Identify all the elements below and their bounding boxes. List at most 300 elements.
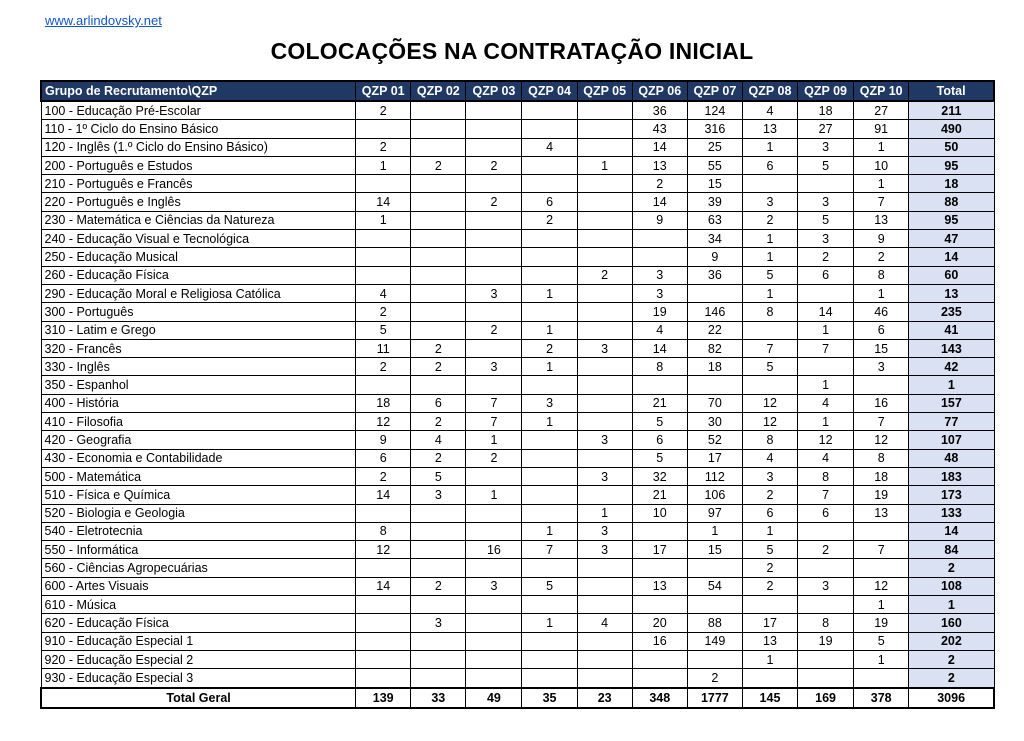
qzp-cell: 7: [742, 339, 797, 357]
group-cell: 620 - Educação Física: [41, 614, 356, 632]
qzp-cell: [687, 650, 742, 668]
table-row: [41, 541, 994, 559]
qzp-cell: 7: [798, 486, 854, 504]
column-header-qzp01: QZP 01: [356, 81, 411, 101]
column-header-group: Grupo de Recrutamento\QZP: [41, 81, 356, 101]
qzp-cell: [466, 175, 522, 193]
table-row: [41, 193, 994, 211]
qzp-cell: 3: [742, 467, 797, 485]
qzp-cell: 19: [854, 614, 909, 632]
qzp-cell: [522, 504, 577, 522]
qzp-cell: [466, 339, 522, 357]
qzp-cell: [632, 596, 687, 614]
qzp-cell: [522, 596, 577, 614]
qzp-cell: [522, 559, 577, 577]
qzp-cell: [356, 504, 411, 522]
qzp-cell: 1: [854, 175, 909, 193]
qzp-cell: 52: [687, 431, 742, 449]
qzp-cell: 5: [522, 577, 577, 595]
qzp-cell: [687, 559, 742, 577]
qzp-cell: 19: [854, 486, 909, 504]
qzp-cell: 9: [687, 248, 742, 266]
qzp-cell: 8: [798, 467, 854, 485]
qzp-cell: 3: [742, 193, 797, 211]
table-row: [41, 138, 994, 156]
qzp-cell: 4: [742, 101, 797, 120]
qzp-cell: [356, 120, 411, 138]
qzp-cell: 88: [687, 614, 742, 632]
qzp-cell: 1: [742, 284, 797, 302]
qzp-cell: [411, 284, 466, 302]
qzp-cell: [854, 559, 909, 577]
qzp-cell: [411, 248, 466, 266]
group-cell: 210 - Português e Francês: [41, 175, 356, 193]
qzp-cell: 1: [798, 376, 854, 394]
qzp-cell: 6: [522, 193, 577, 211]
qzp-cell: 3: [577, 522, 632, 540]
qzp-cell: [411, 596, 466, 614]
qzp-cell: 12: [742, 413, 797, 431]
qzp-cell: [411, 266, 466, 284]
site-link[interactable]: www.arlindovsky.net: [45, 13, 162, 28]
qzp-cell: [466, 522, 522, 540]
qzp-cell: 17: [742, 614, 797, 632]
table-row: [41, 632, 994, 650]
row-total-cell: 183: [909, 467, 994, 485]
total-cell: 139: [356, 688, 411, 708]
qzp-cell: 5: [798, 211, 854, 229]
qzp-cell: 19: [632, 303, 687, 321]
qzp-cell: 6: [742, 504, 797, 522]
qzp-cell: [687, 596, 742, 614]
row-total-cell: 202: [909, 632, 994, 650]
qzp-cell: 10: [854, 156, 909, 174]
qzp-cell: [522, 175, 577, 193]
qzp-cell: 15: [687, 175, 742, 193]
total-label: Total Geral: [41, 688, 356, 708]
qzp-cell: [466, 120, 522, 138]
group-cell: 230 - Matemática e Ciências da Natureza: [41, 211, 356, 229]
qzp-cell: 7: [466, 394, 522, 412]
qzp-cell: [798, 175, 854, 193]
placements-table: [40, 80, 995, 709]
qzp-cell: [411, 120, 466, 138]
group-cell: 910 - Educação Especial 1: [41, 632, 356, 650]
qzp-cell: 17: [687, 449, 742, 467]
qzp-cell: 3: [577, 541, 632, 559]
qzp-cell: 8: [854, 449, 909, 467]
qzp-cell: [466, 211, 522, 229]
qzp-cell: [522, 431, 577, 449]
row-total-cell: 14: [909, 248, 994, 266]
qzp-cell: [411, 632, 466, 650]
qzp-cell: 13: [632, 156, 687, 174]
qzp-cell: 4: [742, 449, 797, 467]
grand-total-cell: 3096: [909, 688, 994, 708]
qzp-cell: [577, 321, 632, 339]
qzp-cell: 7: [466, 413, 522, 431]
qzp-cell: 4: [632, 321, 687, 339]
qzp-cell: [522, 230, 577, 248]
qzp-cell: [466, 596, 522, 614]
qzp-cell: 8: [632, 358, 687, 376]
qzp-cell: 3: [466, 358, 522, 376]
qzp-cell: [356, 230, 411, 248]
qzp-cell: [411, 650, 466, 668]
qzp-cell: 1: [798, 413, 854, 431]
qzp-cell: 8: [742, 431, 797, 449]
table-row: [41, 339, 994, 357]
table-row: [41, 284, 994, 302]
group-cell: 100 - Educação Pré-Escolar: [41, 101, 356, 120]
qzp-cell: 1: [577, 504, 632, 522]
qzp-cell: [632, 376, 687, 394]
qzp-cell: 25: [687, 138, 742, 156]
qzp-cell: [522, 632, 577, 650]
qzp-cell: [798, 358, 854, 376]
table-row: [41, 431, 994, 449]
column-header-qzp04: QZP 04: [522, 81, 577, 101]
qzp-cell: [356, 175, 411, 193]
qzp-cell: [577, 284, 632, 302]
qzp-cell: 5: [632, 413, 687, 431]
qzp-cell: [356, 614, 411, 632]
qzp-cell: 43: [632, 120, 687, 138]
qzp-cell: 1: [577, 156, 632, 174]
qzp-cell: 3: [411, 486, 466, 504]
qzp-cell: 46: [854, 303, 909, 321]
qzp-cell: [411, 101, 466, 120]
group-cell: 550 - Informática: [41, 541, 356, 559]
qzp-cell: 21: [632, 394, 687, 412]
qzp-cell: [798, 650, 854, 668]
qzp-cell: 3: [522, 394, 577, 412]
qzp-cell: 32: [632, 467, 687, 485]
qzp-cell: 3: [632, 284, 687, 302]
qzp-cell: [411, 376, 466, 394]
row-total-cell: 60: [909, 266, 994, 284]
qzp-cell: 5: [742, 358, 797, 376]
table-row: [41, 230, 994, 248]
qzp-cell: [522, 156, 577, 174]
qzp-cell: 2: [411, 339, 466, 357]
row-total-cell: 2: [909, 559, 994, 577]
table-row: [41, 321, 994, 339]
qzp-cell: 2: [466, 321, 522, 339]
qzp-cell: 2: [411, 449, 466, 467]
qzp-cell: [522, 248, 577, 266]
qzp-cell: 6: [798, 504, 854, 522]
qzp-cell: 1: [522, 358, 577, 376]
row-total-cell: 48: [909, 449, 994, 467]
table-row: [41, 101, 994, 120]
qzp-cell: 124: [687, 101, 742, 120]
total-cell: 1777: [687, 688, 742, 708]
qzp-cell: [632, 650, 687, 668]
total-row: [41, 688, 994, 708]
qzp-cell: [632, 669, 687, 688]
qzp-cell: 6: [356, 449, 411, 467]
qzp-cell: 3: [798, 577, 854, 595]
qzp-cell: 14: [356, 577, 411, 595]
group-cell: 310 - Latim e Grego: [41, 321, 356, 339]
row-total-cell: 1: [909, 376, 994, 394]
qzp-cell: [687, 284, 742, 302]
qzp-cell: 18: [687, 358, 742, 376]
qzp-cell: 7: [798, 339, 854, 357]
qzp-cell: [854, 522, 909, 540]
qzp-cell: 4: [798, 394, 854, 412]
qzp-cell: [522, 486, 577, 504]
table-row: [41, 156, 994, 174]
qzp-cell: [356, 266, 411, 284]
qzp-cell: [356, 596, 411, 614]
qzp-cell: 2: [522, 339, 577, 357]
qzp-cell: [632, 230, 687, 248]
qzp-cell: 7: [522, 541, 577, 559]
qzp-cell: 2: [577, 266, 632, 284]
qzp-cell: [411, 138, 466, 156]
table-row: [41, 175, 994, 193]
qzp-cell: 7: [854, 193, 909, 211]
qzp-cell: [411, 541, 466, 559]
group-cell: 320 - Francês: [41, 339, 356, 357]
row-total-cell: 77: [909, 413, 994, 431]
qzp-cell: 2: [466, 193, 522, 211]
qzp-cell: 1: [356, 211, 411, 229]
qzp-cell: 316: [687, 120, 742, 138]
qzp-cell: [522, 376, 577, 394]
qzp-cell: 7: [854, 541, 909, 559]
qzp-cell: 14: [632, 339, 687, 357]
total-cell: 33: [411, 688, 466, 708]
qzp-cell: 3: [411, 614, 466, 632]
qzp-cell: 11: [356, 339, 411, 357]
group-cell: 920 - Educação Especial 2: [41, 650, 356, 668]
qzp-cell: 2: [798, 541, 854, 559]
qzp-cell: [577, 303, 632, 321]
qzp-cell: 8: [854, 266, 909, 284]
qzp-cell: [632, 559, 687, 577]
qzp-cell: 4: [522, 138, 577, 156]
group-cell: 930 - Educação Especial 3: [41, 669, 356, 688]
qzp-cell: 1: [742, 248, 797, 266]
table-row: [41, 120, 994, 138]
qzp-cell: [798, 669, 854, 688]
qzp-cell: 12: [742, 394, 797, 412]
qzp-cell: [742, 175, 797, 193]
column-header-qzp09: QZP 09: [798, 81, 854, 101]
column-header-qzp05: QZP 05: [577, 81, 632, 101]
qzp-cell: 2: [522, 211, 577, 229]
qzp-cell: 1: [522, 522, 577, 540]
qzp-cell: 2: [356, 303, 411, 321]
qzp-cell: 18: [798, 101, 854, 120]
qzp-cell: 6: [854, 321, 909, 339]
group-cell: 520 - Biologia e Geologia: [41, 504, 356, 522]
qzp-cell: [854, 669, 909, 688]
qzp-cell: 8: [798, 614, 854, 632]
qzp-cell: [577, 248, 632, 266]
group-cell: 350 - Espanhol: [41, 376, 356, 394]
header-row: [41, 81, 994, 101]
qzp-cell: 3: [798, 138, 854, 156]
qzp-cell: 2: [742, 211, 797, 229]
page-title: COLOCAÇÕES NA CONTRATAÇÃO INICIAL: [270, 38, 754, 64]
column-header-qzp02: QZP 02: [411, 81, 466, 101]
qzp-cell: [577, 211, 632, 229]
qzp-cell: 8: [742, 303, 797, 321]
qzp-cell: 2: [356, 467, 411, 485]
qzp-cell: [577, 596, 632, 614]
qzp-cell: [798, 596, 854, 614]
total-cell: 169: [798, 688, 854, 708]
column-header-qzp06: QZP 06: [632, 81, 687, 101]
table-row: [41, 504, 994, 522]
qzp-cell: 1: [854, 138, 909, 156]
qzp-cell: 1: [466, 431, 522, 449]
qzp-cell: [632, 248, 687, 266]
qzp-cell: 4: [356, 284, 411, 302]
qzp-cell: 3: [632, 266, 687, 284]
total-cell: 35: [522, 688, 577, 708]
row-total-cell: 47: [909, 230, 994, 248]
qzp-cell: 17: [632, 541, 687, 559]
qzp-cell: 1: [356, 156, 411, 174]
qzp-cell: 16: [854, 394, 909, 412]
table-row: [41, 413, 994, 431]
qzp-cell: 21: [632, 486, 687, 504]
qzp-cell: 2: [466, 156, 522, 174]
row-total-cell: 133: [909, 504, 994, 522]
qzp-cell: 4: [577, 614, 632, 632]
group-cell: 400 - História: [41, 394, 356, 412]
table-row: [41, 358, 994, 376]
qzp-cell: 1: [742, 138, 797, 156]
table-row: [41, 559, 994, 577]
qzp-cell: [411, 559, 466, 577]
qzp-cell: 12: [356, 413, 411, 431]
qzp-cell: 2: [742, 559, 797, 577]
group-cell: 330 - Inglês: [41, 358, 356, 376]
group-cell: 200 - Português e Estudos: [41, 156, 356, 174]
qzp-cell: 27: [798, 120, 854, 138]
row-total-cell: 160: [909, 614, 994, 632]
qzp-cell: [577, 230, 632, 248]
qzp-cell: 4: [411, 431, 466, 449]
group-cell: 110 - 1º Ciclo do Ensino Básico: [41, 120, 356, 138]
qzp-cell: 22: [687, 321, 742, 339]
column-header-qzp07: QZP 07: [687, 81, 742, 101]
qzp-cell: 5: [854, 632, 909, 650]
row-total-cell: 157: [909, 394, 994, 412]
group-cell: 220 - Português e Inglês: [41, 193, 356, 211]
qzp-cell: [466, 614, 522, 632]
row-total-cell: 2: [909, 669, 994, 688]
qzp-cell: 70: [687, 394, 742, 412]
qzp-cell: 13: [854, 211, 909, 229]
qzp-cell: 3: [577, 431, 632, 449]
table-row: [41, 650, 994, 668]
qzp-cell: 16: [632, 632, 687, 650]
qzp-cell: [466, 138, 522, 156]
qzp-cell: 16: [466, 541, 522, 559]
row-total-cell: 88: [909, 193, 994, 211]
qzp-cell: 5: [356, 321, 411, 339]
table-row: [41, 248, 994, 266]
group-cell: 430 - Economia e Contabilidade: [41, 449, 356, 467]
row-total-cell: 143: [909, 339, 994, 357]
qzp-cell: 1: [742, 230, 797, 248]
qzp-cell: [577, 559, 632, 577]
qzp-cell: 2: [632, 175, 687, 193]
qzp-cell: 6: [411, 394, 466, 412]
qzp-cell: [577, 120, 632, 138]
qzp-cell: [854, 376, 909, 394]
qzp-cell: 3: [798, 193, 854, 211]
qzp-cell: [411, 303, 466, 321]
qzp-cell: 12: [356, 541, 411, 559]
qzp-cell: 2: [466, 449, 522, 467]
qzp-cell: 6: [632, 431, 687, 449]
qzp-cell: 149: [687, 632, 742, 650]
qzp-cell: [356, 248, 411, 266]
group-cell: 300 - Português: [41, 303, 356, 321]
row-total-cell: 173: [909, 486, 994, 504]
qzp-cell: 13: [854, 504, 909, 522]
group-cell: 290 - Educação Moral e Religiosa Católica: [41, 284, 356, 302]
group-cell: 610 - Música: [41, 596, 356, 614]
qzp-cell: [577, 175, 632, 193]
group-cell: 420 - Geografia: [41, 431, 356, 449]
qzp-cell: 19: [798, 632, 854, 650]
qzp-cell: 14: [798, 303, 854, 321]
qzp-cell: 13: [742, 632, 797, 650]
qzp-cell: [577, 394, 632, 412]
qzp-cell: 15: [854, 339, 909, 357]
qzp-cell: [356, 669, 411, 688]
qzp-cell: 2: [356, 138, 411, 156]
column-header-qzp03: QZP 03: [466, 81, 522, 101]
qzp-cell: 1: [742, 522, 797, 540]
total-cell: 145: [742, 688, 797, 708]
qzp-cell: 18: [356, 394, 411, 412]
table-row: [41, 449, 994, 467]
qzp-cell: [466, 632, 522, 650]
qzp-cell: 14: [632, 193, 687, 211]
table-row: [41, 394, 994, 412]
qzp-cell: [577, 376, 632, 394]
row-total-cell: 41: [909, 321, 994, 339]
group-cell: 410 - Filosofia: [41, 413, 356, 431]
qzp-cell: 9: [854, 230, 909, 248]
qzp-cell: 82: [687, 339, 742, 357]
qzp-cell: [577, 138, 632, 156]
qzp-cell: [577, 632, 632, 650]
qzp-cell: [522, 650, 577, 668]
qzp-cell: 14: [632, 138, 687, 156]
qzp-cell: 3: [798, 230, 854, 248]
qzp-cell: 10: [632, 504, 687, 522]
row-total-cell: 1: [909, 596, 994, 614]
qzp-cell: 12: [798, 431, 854, 449]
qzp-cell: 12: [854, 431, 909, 449]
qzp-cell: 5: [742, 541, 797, 559]
qzp-cell: 34: [687, 230, 742, 248]
group-cell: 540 - Eletrotecnia: [41, 522, 356, 540]
qzp-cell: 2: [687, 669, 742, 688]
table-row: [41, 266, 994, 284]
